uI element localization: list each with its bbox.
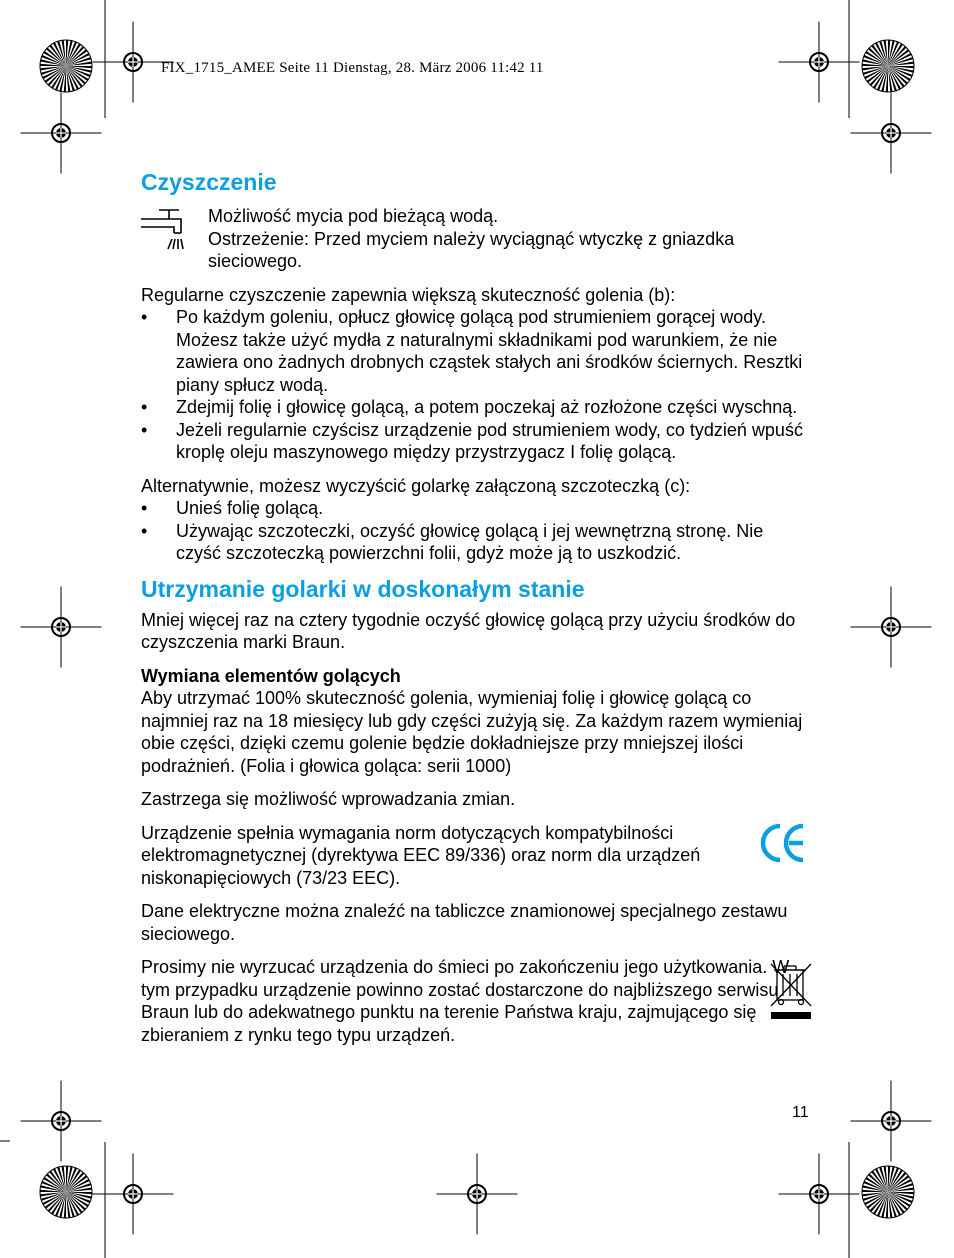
tap-water-icon bbox=[141, 207, 195, 257]
list-item: • Po każdym goleniu, opłucz głowicę golącą pod strumieniem gorącej wody. Możesz także użyć mydła z naturalnymi składnikami pod warunkiem, że nie zawiera ono żadnych drobnych cząstek stałych ani środków ściernych. Resztki piany spłucz wodą. bbox=[141, 306, 813, 396]
registration-mark-icon bbox=[779, 1154, 860, 1235]
list-item: • Używając szczoteczki, oczyść głowicę golącą i jej wewnętrzną stronę. Nie czyść szczoteczką powierzchni folii, gdyż może ją to uszkodzić. bbox=[141, 520, 813, 565]
disposal-text-content: Prosimy nie wyrzucać urządzenia do śmieci po zakończeniu jego użytkowania. W tym przypadku urządzenie powinno zostać dostarczone do najbliższego serwisu Braun lub do adekwatnego punktu na terenie Państwa kraju, zajmującego się zbieraniem z rynku tego typu urządzeń. bbox=[141, 957, 790, 1045]
cleaning-intro: Regularne czyszczenie zapewnia większą skuteczność golenia (b): bbox=[141, 284, 676, 305]
registration-mark-icon bbox=[21, 93, 102, 174]
sub-heading-replacement: Wymiana elementów golących bbox=[141, 665, 401, 686]
registration-mark-icon bbox=[851, 93, 932, 174]
starburst-mark-icon bbox=[862, 1166, 914, 1218]
print-header-line: FIX_1715_AMEE Seite 11 Dienstag, 28. März 2006 11:42 11 bbox=[161, 60, 544, 76]
ce-text: Urządzenie spełnia wymagania norm dotyczących kompatybilności elektromagnetycznej (dyrektywa EEC 89/336) oraz norm dla urządzeń niskonapięciowych (73/23 EEC). bbox=[141, 822, 701, 888]
alt-cleaning-bullets bbox=[141, 497, 813, 565]
alt-cleaning-intro: Alternatywnie, możesz wyczyścić golarkę załączoną szczoteczką (c): bbox=[141, 475, 691, 496]
page-content bbox=[141, 168, 813, 1046]
starburst-mark-icon bbox=[40, 40, 92, 92]
electrical-data: Dane elektryczne można znaleźć na tabliczce znamionowej specjalnego zestawu sieciowego. bbox=[141, 901, 788, 944]
ce-block bbox=[141, 822, 813, 890]
registration-mark-icon bbox=[21, 1081, 102, 1162]
starburst-mark-icon bbox=[862, 40, 914, 92]
registration-mark-icon bbox=[437, 1154, 518, 1235]
crossed-bin-icon bbox=[769, 960, 813, 1022]
registration-mark-icon bbox=[851, 587, 932, 668]
registration-mark-icon bbox=[851, 1081, 932, 1162]
list-item: • Unieś folię golącą. bbox=[141, 497, 813, 520]
changes-note: Zastrzega się możliwość wprowadzania zmian. bbox=[141, 789, 516, 809]
section-heading-maintenance: Utrzymanie golarki w doskonałym stanie bbox=[141, 575, 585, 602]
section-heading-cleaning: Czyszczenie bbox=[141, 169, 277, 195]
list-item: • Zdejmij folię i głowicę golącą, a potem poczekaj aż rozłożone części wyschną. bbox=[141, 396, 813, 419]
disposal-block bbox=[141, 956, 813, 1046]
cleaning-bullets bbox=[141, 306, 813, 464]
ce-mark-icon bbox=[759, 822, 807, 864]
page-number: 11 bbox=[792, 1104, 809, 1121]
list-item: • Jeżeli regularnie czyścisz urządzenie pod strumieniem wody, co tydzień wpuść kroplę oleju maszynowego między przystrzygacz I folię golącą. bbox=[141, 419, 813, 464]
tap-note-warning: Ostrzeżenie: Przed myciem należy wyciągnąć wtyczkę z gniazdka sieciowego. bbox=[208, 228, 735, 271]
tap-note-block bbox=[141, 205, 813, 273]
registration-mark-icon bbox=[779, 22, 860, 103]
maintenance-intro: Mniej więcej raz na cztery tygodnie oczyść głowicę golącą przy użyciu środków do czyszczenia marki Braun. bbox=[141, 609, 796, 652]
registration-mark-icon bbox=[21, 587, 102, 668]
starburst-mark-icon bbox=[40, 1166, 92, 1218]
disposal-text bbox=[141, 956, 813, 1046]
tap-note-washable: Możliwość mycia pod bieżącą wodą. bbox=[208, 206, 499, 226]
replacement-text: Aby utrzymać 100% skuteczność golenia, wymieniaj folię i głowicę golącą co najmniej raz na 18 miesięcy lub gdy części zużyją się. Za każdym razem wymieniaj obie części, dzięki czemu golenie będzie dokładniejsze przy mniejszej ilości podrażnień. (Folia i głowica goląca: serii 1000) bbox=[141, 688, 803, 776]
